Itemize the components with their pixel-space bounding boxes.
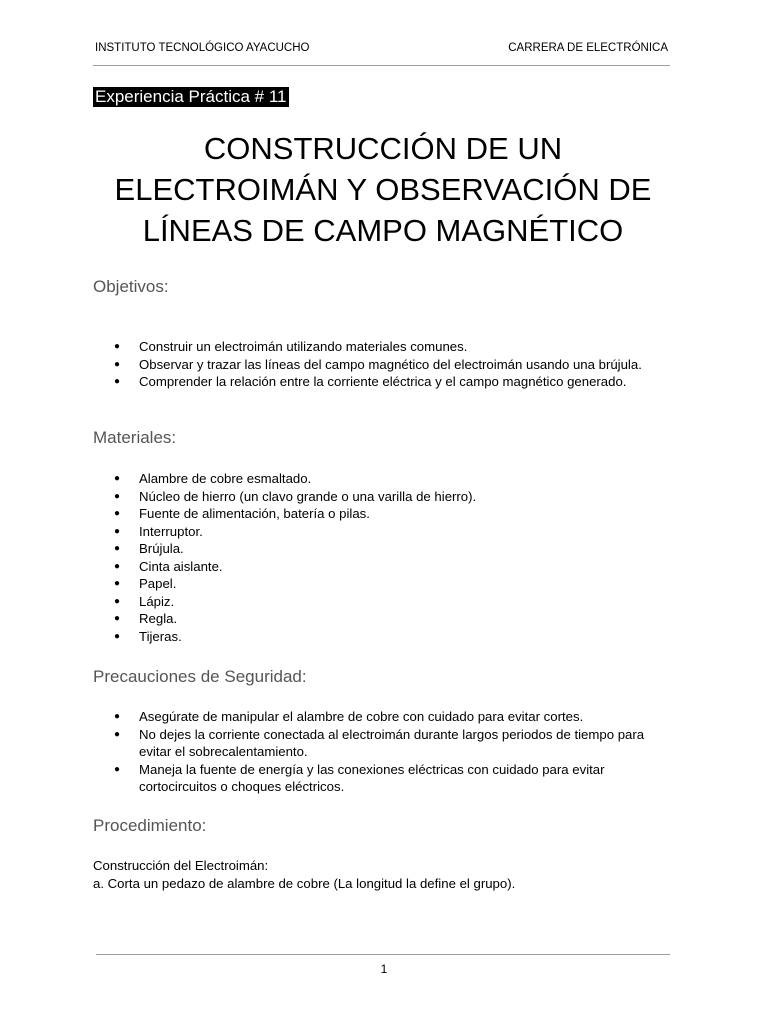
list-item: ● Papel. [93,575,673,593]
header-divider [93,65,670,66]
title-line-3: LÍNEAS DE CAMPO MAGNÉTICO [142,213,624,248]
materiales-list [93,470,673,645]
list-item: ● Comprender la relación entre la corriente eléctrica y el campo magnético generado. [93,373,673,391]
precauciones-list [93,708,673,796]
procedimiento-heading: Procedimiento: [93,816,207,835]
list-item: ● Construir un electroimán utilizando materiales comunes. [93,338,673,356]
materiales-heading: Materiales: [93,428,177,447]
experience-tag: Experiencia Práctica # 11 [95,87,287,106]
list-item: ● Lápiz. [93,593,673,611]
procedimiento-step-a: a. Corta un pedazo de alambre de cobre (La longitud la define el grupo). [93,876,516,891]
list-item: ● Núcleo de hierro (un clavo grande o una varilla de hierro). [93,488,673,506]
precauciones-heading: Precauciones de Seguridad: [93,667,307,686]
list-item: ● Interruptor. [93,523,673,541]
list-item: ● Asegúrate de manipular el alambre de cobre con cuidado para evitar cortes. [93,708,673,726]
footer-divider [96,954,670,955]
objetivos-heading: Objetivos: [93,277,169,296]
list-item: ● No dejes la corriente conectada al electroimán durante largos periodos de tiempo para evitar el sobrecalentamiento. [93,726,673,761]
list-item: ● Fuente de alimentación, batería o pilas. [93,505,673,523]
title-line-2: ELECTROIMÁN Y OBSERVACIÓN DE [114,172,652,207]
list-item: ● Regla. [93,610,673,628]
list-item: ● Brújula. [93,540,673,558]
header-career: CARRERA DE ELECTRÓNICA [508,42,668,54]
list-item: ● Cinta aislante. [93,558,673,576]
list-item: ● Tijeras. [93,628,673,646]
document-title [88,128,678,251]
procedimiento-subheading: Construcción del Electroimán: [93,858,269,873]
list-item: ● Alambre de cobre esmaltado. [93,470,673,488]
list-item: ● Observar y trazar las líneas del campo magnético del electroimán usando una brújula. [93,356,673,374]
list-item: ● Maneja la fuente de energía y las conexiones eléctricas con cuidado para evitar cortocircuitos o choques eléctricos. [93,761,673,796]
header-institution: INSTITUTO TECNOLÓGICO AYACUCHO [95,42,310,54]
title-line-1: CONSTRUCCIÓN DE UN [203,131,563,166]
page-number: 1 [380,962,388,976]
objetivos-list [93,338,673,391]
